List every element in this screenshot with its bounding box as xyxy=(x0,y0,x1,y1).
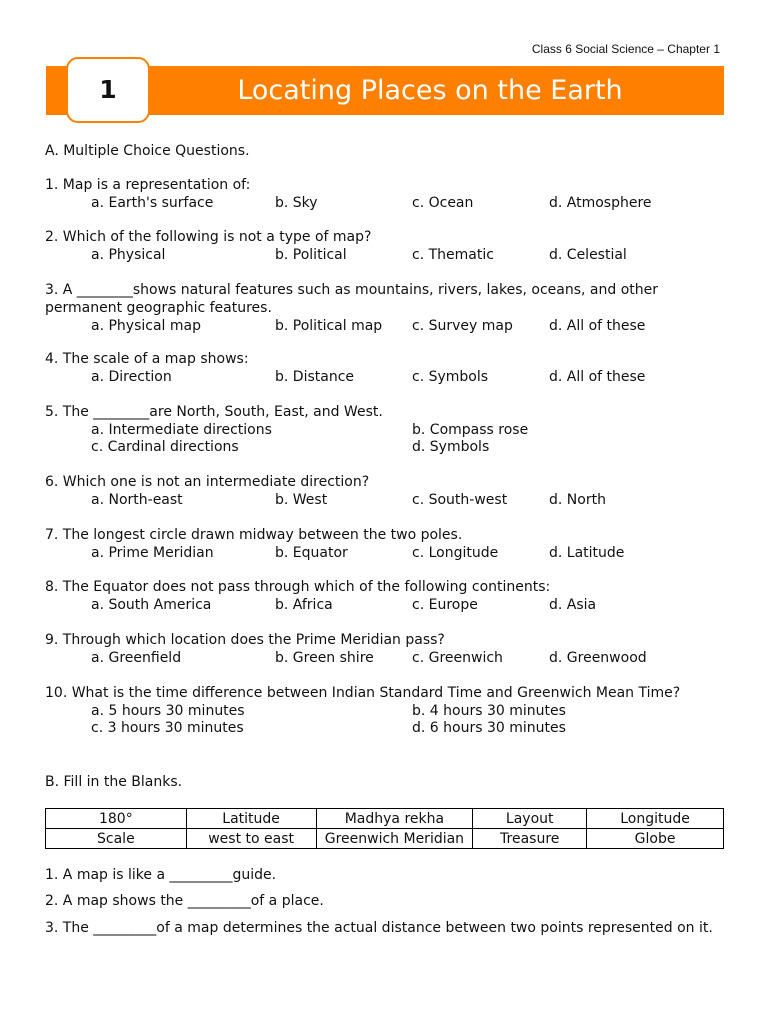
word-bank-cell: Scale xyxy=(46,829,187,849)
q2-option-a: a. Physical xyxy=(91,247,166,263)
course-label: Class 6 Social Science – Chapter 1 xyxy=(531,42,720,56)
q5-option-d: d. Symbols xyxy=(412,439,490,455)
q3-option-c: c. Survey map xyxy=(412,318,513,334)
q3-option-d: d. All of these xyxy=(549,318,646,334)
word-bank-cell: Madhya rekha xyxy=(316,809,473,829)
fill-blank-1: 1. A map is like a _________guide. xyxy=(45,867,277,883)
word-bank-cell: Longitude xyxy=(587,809,724,829)
q7-option-b: b. Equator xyxy=(275,545,348,561)
q7-option-a: a. Prime Meridian xyxy=(91,545,214,561)
q6-option-a: a. North-east xyxy=(91,492,183,508)
question-9: 9. Through which location does the Prime Meridian pass? xyxy=(45,632,445,648)
q2-option-c: c. Thematic xyxy=(412,247,494,263)
word-bank-cell: Latitude xyxy=(186,809,316,829)
question-3: 3. A ________shows natural features such as mountains, rivers, lakes, oceans, and other xyxy=(45,282,659,298)
q4-option-c: c. Symbols xyxy=(412,369,489,385)
question-2: 2. Which of the following is not a type of map? xyxy=(45,229,372,245)
question-4: 4. The scale of a map shows: xyxy=(45,351,249,367)
fill-blank-2: 2. A map shows the _________of a place. xyxy=(45,893,324,909)
word-bank-cell: 180° xyxy=(46,809,187,829)
question-10: 10. What is the time difference between Indian Standard Time and Greenwich Mean Time? xyxy=(45,685,681,701)
question-1: 1. Map is a representation of: xyxy=(45,177,251,193)
q3-option-a: a. Physical map xyxy=(91,318,201,334)
q9-option-a: a. Greenfield xyxy=(91,650,182,666)
q10-option-b: b. 4 hours 30 minutes xyxy=(412,703,566,719)
q8-option-d: d. Asia xyxy=(549,597,597,613)
q10-option-d: d. 6 hours 30 minutes xyxy=(412,720,566,736)
q5-option-b: b. Compass rose xyxy=(412,422,529,438)
word-bank-cell: Globe xyxy=(587,829,724,849)
q5-option-a: a. Intermediate directions xyxy=(91,422,272,438)
q1-option-b: b. Sky xyxy=(275,195,318,211)
q6-option-d: d. North xyxy=(549,492,606,508)
q8-option-a: a. South America xyxy=(91,597,212,613)
question-8: 8. The Equator does not pass through which of the following continents: xyxy=(45,579,551,595)
chapter-number-box xyxy=(66,57,150,123)
q9-option-b: b. Green shire xyxy=(275,650,374,666)
question-6: 6. Which one is not an intermediate direction? xyxy=(45,474,370,490)
q6-option-b: b. West xyxy=(275,492,328,508)
q8-option-c: c. Europe xyxy=(412,597,478,613)
word-bank-cell: Treasure xyxy=(473,829,587,849)
q8-option-b: b. Africa xyxy=(275,597,333,613)
q2-option-b: b. Political xyxy=(275,247,347,263)
fill-blank-3: 3. The _________of a map determines the actual distance between two points represented on it. xyxy=(45,920,713,936)
q2-option-d: d. Celestial xyxy=(549,247,627,263)
q6-option-c: c. South-west xyxy=(412,492,508,508)
chapter-number: 1 xyxy=(99,75,117,104)
q1-option-a: a. Earth's surface xyxy=(91,195,214,211)
word-bank-cell: Greenwich Meridian xyxy=(316,829,473,849)
q7-option-c: c. Longitude xyxy=(412,545,499,561)
question-5: 5. The ________are North, South, East, and West. xyxy=(45,404,383,420)
q3-option-b: b. Political map xyxy=(275,318,383,334)
q4-option-d: d. All of these xyxy=(549,369,646,385)
page-title: Locating Places on the Earth xyxy=(237,75,623,106)
q9-option-c: c. Greenwich xyxy=(412,650,503,666)
q5-option-c: c. Cardinal directions xyxy=(91,439,239,455)
q10-option-c: c. 3 hours 30 minutes xyxy=(91,720,244,736)
word-bank-row xyxy=(46,809,724,829)
word-bank-table xyxy=(45,808,724,849)
word-bank-row xyxy=(46,829,724,849)
q1-option-c: c. Ocean xyxy=(412,195,474,211)
section-b-heading: B. Fill in the Blanks. xyxy=(45,774,183,790)
q10-option-a: a. 5 hours 30 minutes xyxy=(91,703,245,719)
q9-option-d: d. Greenwood xyxy=(549,650,647,666)
word-bank-cell: Layout xyxy=(473,809,587,829)
q4-option-b: b. Distance xyxy=(275,369,355,385)
question-3-line-2: permanent geographic features. xyxy=(45,300,272,316)
q4-option-a: a. Direction xyxy=(91,369,172,385)
question-7: 7. The longest circle drawn midway between the two poles. xyxy=(45,527,463,543)
q7-option-d: d. Latitude xyxy=(549,545,625,561)
word-bank-cell: west to east xyxy=(186,829,316,849)
section-a-heading: A. Multiple Choice Questions. xyxy=(45,143,250,159)
q1-option-d: d. Atmosphere xyxy=(549,195,652,211)
